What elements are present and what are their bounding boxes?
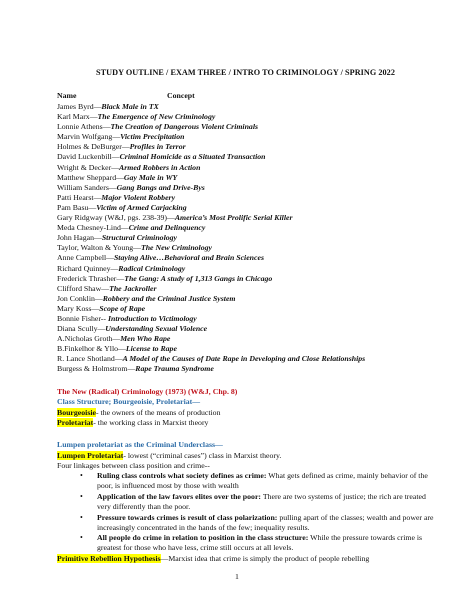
entry-work: Victim of Armed Carjacking bbox=[96, 202, 187, 212]
study-entry bbox=[57, 122, 434, 132]
study-entry bbox=[57, 203, 434, 213]
definition-primitive-rebellion bbox=[57, 554, 434, 564]
entry-author: R. Lance Shotland— bbox=[57, 354, 123, 364]
entry-author: Anne Campbell— bbox=[57, 253, 114, 263]
list-item bbox=[80, 491, 434, 512]
entry-author: Marvin Wolfgang— bbox=[57, 132, 121, 142]
entry-author: David Luckenbill— bbox=[57, 152, 120, 162]
entry-author: Gary Ridgway (W&J, pgs. 238-39)— bbox=[57, 213, 175, 223]
linkage-title: Ruling class controls what society defines as crime: bbox=[97, 471, 267, 481]
entry-author: Karl Marx— bbox=[57, 112, 98, 122]
definition-text: —Marxist idea that crime is simply the product of people rebelling bbox=[160, 553, 370, 563]
list-item bbox=[80, 512, 434, 533]
entry-work: Understanding Sexual Violence bbox=[105, 324, 208, 334]
study-entry bbox=[57, 243, 434, 253]
linkage-text: pulling apart of the classes; wealth and power are increasingly concentrated in the hands of the few; inequality results. bbox=[97, 512, 434, 532]
entry-author: Patti Hearst— bbox=[57, 192, 102, 202]
entry-work: Gang Bangs and Drive-Bys bbox=[116, 182, 205, 192]
study-entry bbox=[57, 132, 434, 142]
entry-work: Staying Alive…Behavioral and Brain Sciences bbox=[113, 253, 264, 263]
entry-work: Major Violent Robbery bbox=[101, 192, 176, 202]
entry-author: Burgess & Holmstrom— bbox=[57, 364, 136, 374]
entry-author: Diana Scully— bbox=[57, 324, 106, 334]
page-number: 1 bbox=[235, 572, 239, 581]
highlighted-term: Bourgeoisie bbox=[57, 407, 96, 417]
linkages-bullet-list bbox=[57, 471, 434, 553]
entry-work: Criminal Homicide as a Situated Transaction bbox=[119, 152, 266, 162]
entry-author: Jon Conklin— bbox=[57, 293, 103, 303]
entry-author: Taylor, Walton & Young— bbox=[57, 243, 141, 253]
subheading-class-structure: Class Structure; Bourgeoisie, Proletariat— bbox=[57, 397, 201, 407]
linkage-title: Application of the law favors elites over the poor: bbox=[97, 491, 262, 501]
entry-author: William Sanders— bbox=[57, 182, 117, 192]
document-title: STUDY OUTLINE / EXAM THREE / INTRO TO CRIMINOLOGY / SPRING 2022 bbox=[96, 68, 395, 77]
entry-author: Holmes & DeBurger— bbox=[57, 142, 130, 152]
highlighted-term: Proletariat bbox=[57, 417, 94, 427]
study-entry bbox=[57, 142, 434, 152]
section-heading-new-criminology: The New (Radical) Criminology (1973) (W&J, Chp. 8) bbox=[57, 386, 238, 396]
study-entry bbox=[57, 223, 434, 233]
study-entry bbox=[57, 324, 434, 334]
linkage-title: Pressure towards crimes is result of class polarization: bbox=[97, 512, 278, 522]
subheading-lumpen-proletariat: Lumpen proletariat as the Criminal Underclass— bbox=[57, 440, 223, 450]
entry-author: Meda Chesney-Lind— bbox=[57, 223, 129, 233]
entry-work: Armed Robbers in Action bbox=[119, 162, 201, 172]
study-entry bbox=[57, 253, 434, 263]
study-entry bbox=[57, 183, 434, 193]
entry-work: The Jackroller bbox=[109, 283, 157, 293]
entry-work: The Gang: A study of 1,313 Gangs in Chicago bbox=[124, 273, 273, 283]
entry-work: Scope of Rape bbox=[99, 303, 146, 313]
highlighted-term: Primitive Rebellion Hypothesis bbox=[57, 553, 161, 563]
entry-work: Robbery and the Criminal Justice System bbox=[102, 293, 236, 303]
entry-author: Clifford Shaw— bbox=[57, 283, 110, 293]
entry-work: Crime and Delinquency bbox=[128, 223, 206, 233]
entry-work: The Creation of Dangerous Violent Criminals bbox=[110, 122, 259, 132]
entry-author: Mary Koss— bbox=[57, 303, 100, 313]
definition-text: - lowest (“criminal cases”) class in Marxist theory. bbox=[123, 450, 282, 460]
entry-work: Structural Criminology bbox=[101, 233, 178, 243]
entry-work: Rape Trauma Syndrome bbox=[135, 364, 214, 374]
entry-work: License to Rape bbox=[125, 344, 177, 354]
entry-work: Victim Precipitation bbox=[120, 132, 185, 142]
study-entry bbox=[57, 102, 434, 112]
entry-work: Men Who Rape bbox=[120, 334, 171, 344]
study-entry bbox=[57, 193, 434, 203]
linkage-text: While the pressure towards crime is greatest for those who have less, crime still occurs at all levels. bbox=[97, 533, 423, 553]
entry-work: A Model of the Causes of Date Rape in Developing and Close Relationships bbox=[122, 354, 366, 364]
definition-bourgeoisie bbox=[57, 408, 434, 418]
name-column-label: Name bbox=[57, 91, 77, 100]
study-entry bbox=[57, 274, 434, 284]
column-header bbox=[57, 91, 434, 101]
study-entry bbox=[57, 344, 434, 354]
entry-author: Matthew Sheppard— bbox=[57, 172, 124, 182]
entry-author: Wright & Decker— bbox=[57, 162, 120, 172]
study-entry bbox=[57, 314, 434, 324]
study-entry bbox=[57, 304, 434, 314]
list-item bbox=[80, 471, 434, 491]
definition-text: - the working class in Marxist theory bbox=[93, 417, 209, 427]
study-entry bbox=[57, 294, 434, 304]
bullet-icon: • bbox=[80, 512, 83, 522]
study-entry bbox=[57, 152, 434, 162]
study-entry bbox=[57, 213, 434, 223]
entry-author: Bonnie Fisher-- bbox=[57, 313, 108, 323]
study-entry bbox=[57, 284, 434, 294]
bullet-icon: • bbox=[80, 491, 83, 501]
concept-column-label: Concept bbox=[167, 91, 195, 100]
entry-work: The New Criminology bbox=[140, 243, 212, 253]
entry-work: Black Male in TX bbox=[101, 102, 159, 111]
entry-author: Pam Basu— bbox=[57, 202, 97, 212]
study-entry bbox=[57, 354, 434, 364]
entry-work: The Emergence of New Criminology bbox=[97, 112, 216, 122]
entry-author: A.Nicholas Groth— bbox=[57, 334, 121, 344]
study-entry bbox=[57, 364, 434, 374]
study-entry bbox=[57, 163, 434, 173]
study-entry bbox=[57, 334, 434, 344]
entry-author: B.Finkelhor & Yllo— bbox=[57, 344, 126, 354]
linkages-intro: Four linkages between class position and crime-- bbox=[57, 460, 210, 470]
study-entry bbox=[57, 173, 434, 183]
study-entry bbox=[57, 112, 434, 122]
list-item bbox=[80, 533, 434, 553]
definition-lumpen-proletariat bbox=[57, 451, 434, 461]
definition-proletariat bbox=[57, 418, 434, 428]
entry-author: John Hagan— bbox=[57, 233, 102, 243]
bullet-icon: • bbox=[80, 471, 83, 481]
entry-work: Gay Male in WY bbox=[123, 172, 178, 182]
entry-author: Richard Quinney— bbox=[57, 263, 119, 273]
entry-author: Lonnie Athens— bbox=[57, 122, 111, 132]
entry-author: Frederick Thrasher— bbox=[57, 273, 125, 283]
study-entry bbox=[57, 233, 434, 243]
study-entries-list bbox=[57, 102, 434, 375]
definition-text: - the owners of the means of production bbox=[95, 407, 221, 417]
entry-author: James Byrd— bbox=[57, 102, 102, 111]
highlighted-term: Lumpen Proletariat bbox=[57, 450, 124, 460]
entry-work: Radical Criminology bbox=[118, 263, 186, 273]
bullet-icon: • bbox=[80, 533, 83, 543]
linkage-title: All people do crime in relation to position in the class structure: bbox=[97, 533, 309, 543]
linkage-text: What gets defined as crime, mainly behavior of the poor, is influenced most by those with wealth bbox=[97, 471, 428, 491]
linkage-text: There are two systems of justice; the rich are treated very differently than the poor. bbox=[97, 491, 426, 511]
entry-work: Introduction to Victimology bbox=[107, 313, 197, 323]
study-entry bbox=[57, 264, 434, 274]
entry-work: Profiles in Terror bbox=[129, 142, 186, 152]
entry-work: America’s Most Prolific Serial Killer bbox=[174, 213, 293, 223]
